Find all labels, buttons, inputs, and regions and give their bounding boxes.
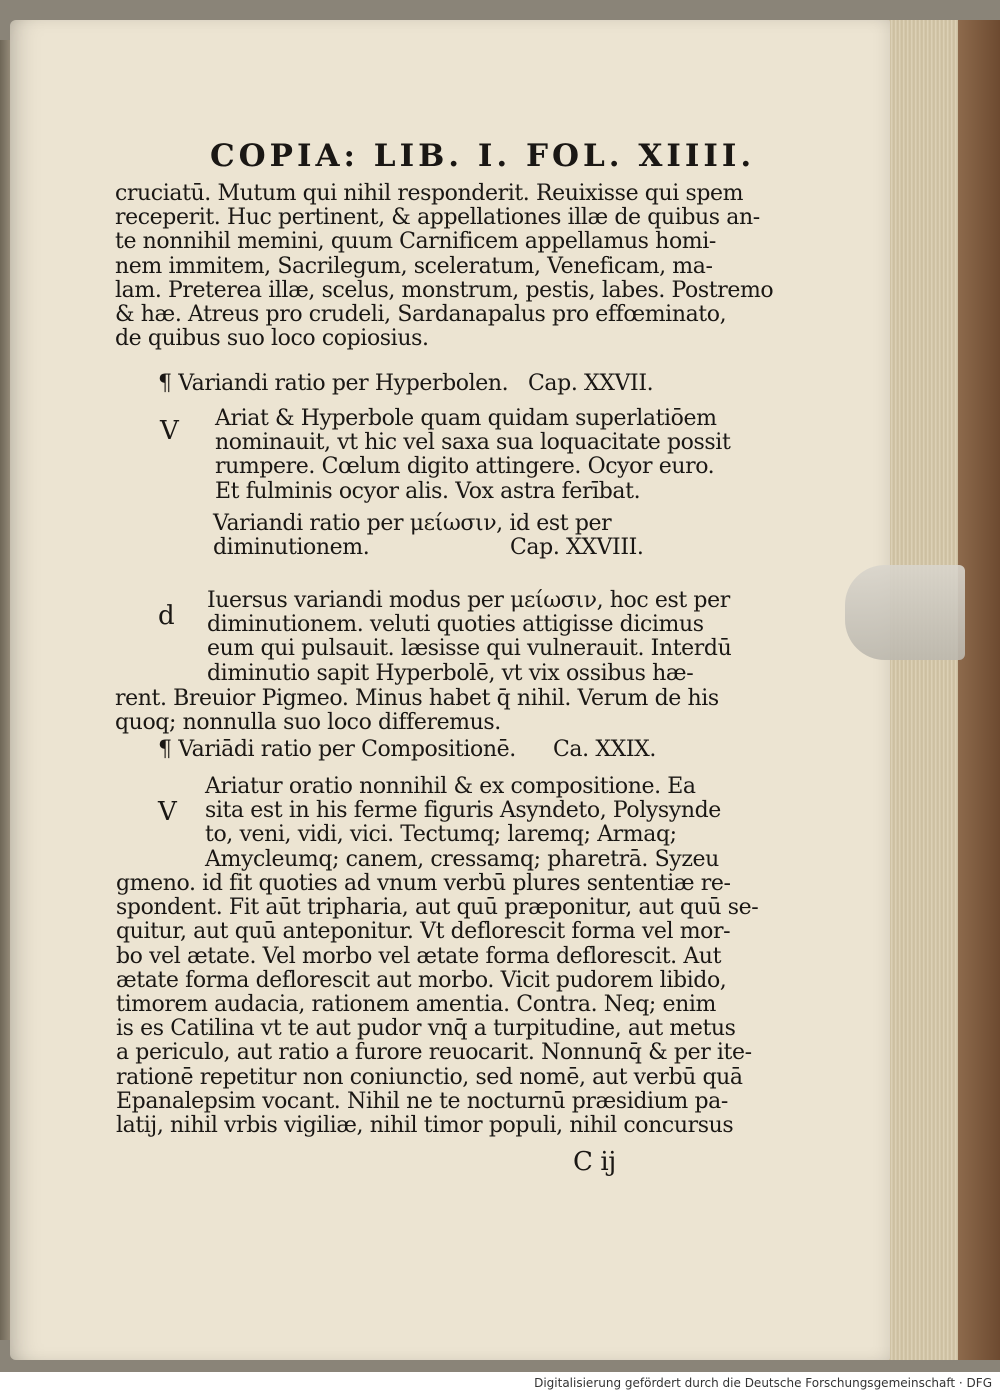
text-line: diminutio sapit Hyperbolē, vt vix ossibus hæ- xyxy=(207,660,694,686)
text-line: sita est in his ferme figuris Asyndeto, Polysynde xyxy=(205,798,721,824)
chapter-number: Cap. XXVIII. xyxy=(510,535,644,560)
footer-text: Digitalisierung gefördert durch die Deutsche Forschungsgemeinschaft · DFG xyxy=(534,1376,992,1390)
book-cover-edge xyxy=(958,20,1000,1360)
text-line: rent. Breuior Pigmeo. Minus habet q̄ nihil. Verum de his xyxy=(115,686,719,711)
text-line: lam. Preterea illæ, scelus, monstrum, pestis, labes. Postremo xyxy=(115,277,774,303)
paragraph-3-continued xyxy=(115,687,719,735)
heading-text: ¶ Variādi ratio per Compositionē. xyxy=(158,737,516,762)
text-line: nominauit, vt hic vel saxa sua loquacitate possit xyxy=(215,430,731,456)
text-line: latij, nihil vrbis vigiliæ, nihil timor populi, nihil concursus xyxy=(116,1113,734,1139)
text-line: cruciatū. Mutum qui nihil responderit. Reuixisse qui spem xyxy=(115,181,744,206)
paragraph-4-continued xyxy=(116,872,758,1138)
text-line: gmeno. id fit quoties ad vnum verbū plures sententiæ re- xyxy=(116,871,731,896)
text-line: is es Catilina vt te aut pudor vnq̄ a turpitudine, aut metus xyxy=(116,1016,736,1042)
chapter-number: Ca. XXIX. xyxy=(553,737,657,762)
text-line: & hæ. Atreus pro crudeli, Sardanapalus pro effœminato, xyxy=(115,302,727,328)
page-clip xyxy=(845,565,965,660)
text-line: to, veni, vidi, vici. Tectumq; laremq; Armaq; xyxy=(205,822,677,848)
text-line: Ariat & Hyperbole quam quidam superlatiōem xyxy=(215,406,717,431)
text-line: timorem audacia, rationem amentia. Contra. Neq; enim xyxy=(116,992,717,1018)
text-line: spondent. Fit aūt tripharia, aut quū præponitur, aut quū se- xyxy=(116,895,759,921)
text-line: rationē repetitur non coniunctio, sed nomē, aut verbū quā xyxy=(116,1064,743,1090)
text-line: Iuersus variandi modus per μείωσιν, hoc est per xyxy=(207,588,730,613)
text-line: eum qui pulsauit. læsisse qui vulnerauit. Interdū xyxy=(207,636,732,662)
text-line: quoq; nonnulla suo loco differemus. xyxy=(115,710,501,736)
chapter-heading-29 xyxy=(158,737,657,762)
heading-text: ¶ Variandi ratio per Hyperbolen. xyxy=(158,371,509,396)
running-header: COPIA: LIB. I. FOL. XIIII. xyxy=(210,138,756,174)
paragraph-1 xyxy=(115,182,773,351)
text-line: a periculo, aut ratio a furore reuocarit. Nonnunq̄ & per ite- xyxy=(116,1040,752,1066)
chapter-number: Cap. XXVII. xyxy=(528,371,654,396)
text-line: Ariatur oratio nonnihil & ex compositione. Ea xyxy=(205,774,696,799)
chapter-heading-27 xyxy=(158,371,654,396)
initial-letter-guide: V xyxy=(160,416,179,446)
text-line: ætate forma deflorescit aut morbo. Vicit pudorem libido, xyxy=(116,967,727,993)
text-line: te nonnihil memini, quum Carnificem appellamus homi- xyxy=(115,229,716,255)
text-line: Amycleumq; canem, cressamq; pharetrā. Syzeu xyxy=(205,846,719,872)
paragraph-3 xyxy=(207,589,731,686)
paragraph-4 xyxy=(205,775,721,872)
digitization-footer xyxy=(0,1372,1000,1395)
text-line: rumpere. Cœlum digito attingere. Ocyor euro. xyxy=(215,454,715,480)
chapter-heading-28 xyxy=(213,511,644,561)
text-line: diminutionem. veluti quoties attigisse dicimus xyxy=(207,612,704,638)
text-line: Epanalepsim vocant. Nihil ne te nocturnū præsidium pa- xyxy=(116,1088,728,1114)
initial-letter-guide: V xyxy=(158,797,177,827)
text-line: Et fulminis ocyor alis. Vox astra ferībat. xyxy=(215,478,641,504)
text-line: quitur, aut quū anteponitur. Vt deflorescit forma vel mor- xyxy=(116,919,731,945)
heading-line: Variandi ratio per μείωσιν, id est per xyxy=(213,511,612,536)
paragraph-2 xyxy=(215,407,730,504)
text-line: de quibus suo loco copiosius. xyxy=(115,326,429,352)
heading-line: diminutionem. xyxy=(213,535,370,561)
text-line: bo vel ætate. Vel morbo vel ætate forma deflorescit. Aut xyxy=(116,943,722,969)
text-line: receperit. Huc pertinent, & appellationes illæ de quibus an- xyxy=(115,205,760,231)
initial-letter-guide: d xyxy=(158,601,175,631)
text-line: nem immitem, Sacrilegum, sceleratum, Veneficam, ma- xyxy=(115,253,713,279)
signature-mark: C ij xyxy=(573,1147,616,1177)
